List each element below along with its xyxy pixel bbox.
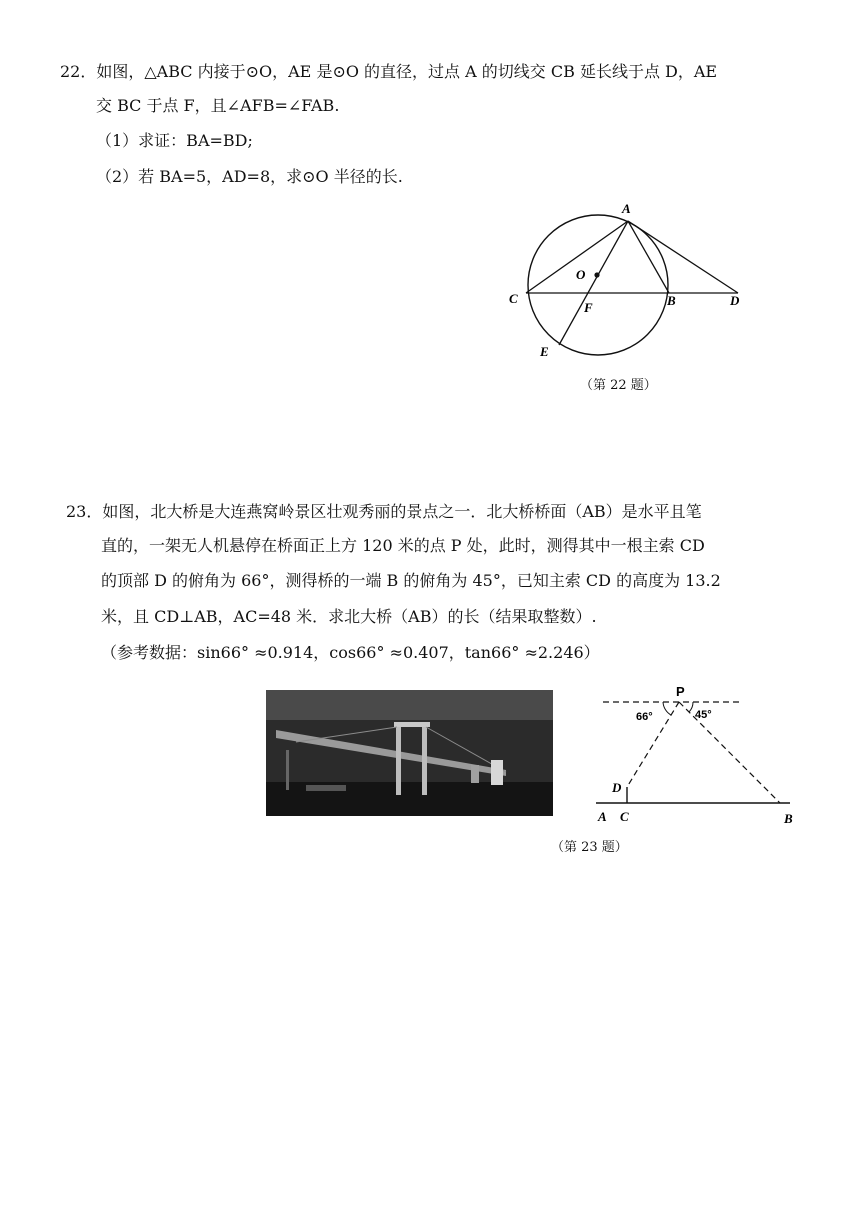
dashed-pd: [627, 702, 679, 787]
q22-line-2: 交 BC 于点 F，且∠AFB=∠FAB.: [96, 96, 340, 115]
label-b: B: [784, 811, 793, 826]
angle-arc-45: [689, 702, 693, 712]
label-d: D: [612, 780, 622, 795]
segment-ad: [628, 221, 738, 293]
angle-arc-66: [663, 702, 671, 715]
center-o-point: [594, 272, 599, 277]
bridge-photo-drawing: [266, 690, 553, 816]
label-p: P: [676, 684, 685, 699]
q22-line-1: 22．如图，△ABC 内接于⊙O，AE 是⊙O 的直径，过点 A 的切线交 CB 延长线于点 D，AE: [60, 62, 718, 81]
circle-o: [528, 215, 668, 355]
label-e: E: [540, 344, 549, 359]
label-c: C: [509, 291, 518, 306]
q22-part-1: （1）求证：BA=BD;: [96, 131, 253, 150]
label-a: A: [622, 201, 631, 216]
label-o: O: [576, 267, 586, 282]
q23-geometry-figure: [595, 680, 805, 830]
label-angle-66: 66°: [636, 711, 653, 723]
label-angle-45: 45°: [695, 709, 712, 721]
q22-caption: （第 22 题）: [580, 378, 657, 393]
q23-line-4: 米，且 CD⊥AB，AC=48 米．求北大桥（AB）的长（结果取整数）.: [101, 607, 597, 626]
label-a: A: [598, 809, 607, 824]
label-c: C: [620, 809, 629, 824]
label-d: D: [730, 293, 740, 308]
q22-part-2: （2）若 BA=5，AD=8，求⊙O 半径的长.: [96, 167, 403, 186]
q23-line-1: 23．如图，北大桥是大连燕窝岭景区壮观秀丽的景点之一．北大桥桥面（AB）是水平且笔: [66, 502, 702, 521]
segment-ac: [526, 221, 628, 293]
q23-caption: （第 23 题）: [551, 840, 628, 855]
diameter-ae: [559, 221, 628, 345]
q23-line-3: 的顶部 D 的俯角为 66°，测得桥的一端 B 的俯角为 45°，已知主索 CD 的高度为 13.2: [101, 571, 721, 590]
label-f: F: [584, 300, 593, 315]
q23-line-2: 直的，一架无人机悬停在桥面正上方 120 米的点 P 处，此时，测得其中一根主索 CD: [101, 536, 705, 555]
q23-reference: （参考数据：sin66° ≈0.914，cos66° ≈0.407，tan66° ≈2.246）: [101, 643, 600, 662]
q22-circle-figure: [500, 195, 770, 365]
label-b: B: [667, 293, 676, 308]
bridge-photo: [266, 690, 553, 816]
